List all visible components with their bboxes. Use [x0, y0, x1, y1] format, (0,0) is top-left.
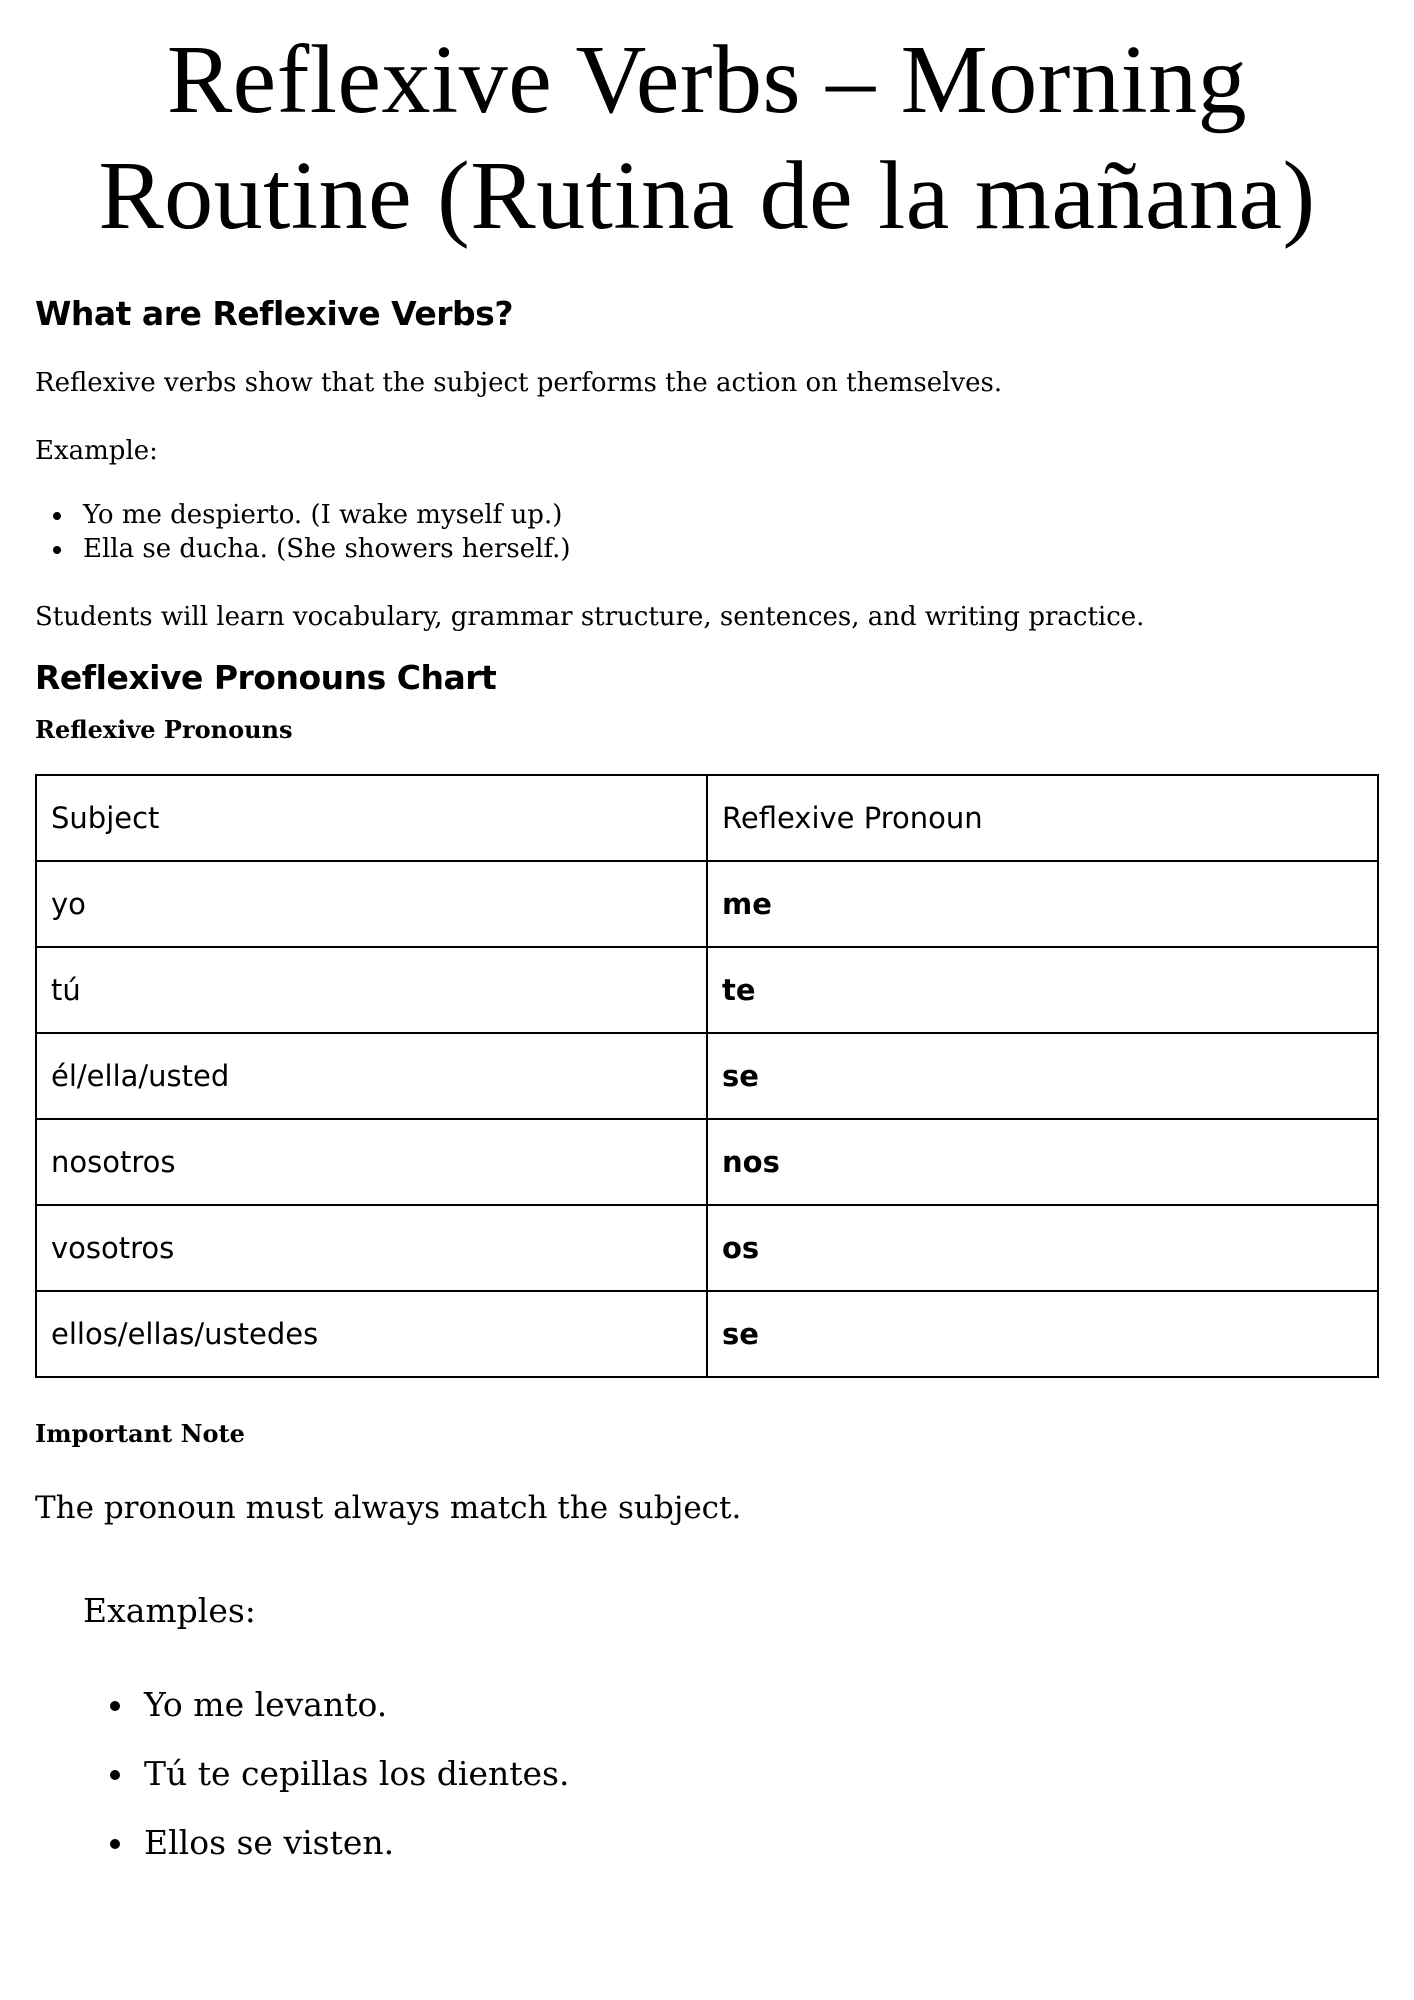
table-row [36, 947, 1378, 1033]
table-row [36, 1119, 1378, 1205]
intro-example-label: Example: [35, 436, 158, 466]
pronoun-cell: se [707, 1291, 1378, 1377]
pronoun-cell: me [707, 861, 1378, 947]
bullet-icon [110, 1770, 120, 1780]
list-item: Ella se ducha. (She showers herself.) [83, 532, 1379, 566]
pronoun-cell: nos [707, 1119, 1378, 1205]
table-row [36, 861, 1378, 947]
subject-cell: yo [36, 861, 707, 947]
list-item: Yo me levanto. [144, 1684, 1379, 1726]
subject-cell: tú [36, 947, 707, 1033]
column-header-subject: Subject [36, 775, 707, 861]
subject-cell: nosotros [36, 1119, 707, 1205]
note-text: The pronoun must always match the subject. [35, 1490, 742, 1526]
pronoun-cell: se [707, 1033, 1378, 1119]
bullet-icon [110, 1701, 120, 1711]
bullet-icon [110, 1839, 120, 1849]
table-row [36, 1291, 1378, 1377]
examples-label: Examples: [83, 1591, 256, 1630]
document-page [35, 0, 1379, 1891]
pronouns-table [35, 774, 1379, 1378]
subject-cell: él/ella/usted [36, 1033, 707, 1119]
chart-heading: Reflexive Pronouns Chart [35, 658, 497, 697]
list-item: Tú te cepillas los dientes. [144, 1753, 1379, 1795]
intro-summary: Students will learn vocabulary, grammar structure, sentences, and writing practice. [35, 602, 1145, 632]
page-title: Reflexive Verbs – Morning Routine (Rutina de la mañana) [98, 26, 1316, 250]
intro-example-list [35, 498, 1379, 566]
table-row [36, 1033, 1378, 1119]
list-item: Yo me despierto. (I wake myself up.) [83, 498, 1379, 532]
bullet-icon [53, 512, 61, 520]
column-header-pronoun: Reflexive Pronoun [707, 775, 1378, 861]
subject-cell: ellos/ellas/ustedes [36, 1291, 707, 1377]
bullet-icon [53, 546, 61, 554]
pronoun-cell: os [707, 1205, 1378, 1291]
subject-cell: vosotros [36, 1205, 707, 1291]
table-row [36, 1205, 1378, 1291]
note-example-list [35, 1684, 1379, 1864]
intro-heading: What are Reflexive Verbs? [35, 294, 513, 333]
table-caption: Reflexive Pronouns [35, 715, 293, 744]
intro-definition: Reflexive verbs show that the subject performs the action on themselves. [35, 368, 1003, 398]
list-item: Ellos se visten. [144, 1822, 1379, 1864]
table-header-row [36, 775, 1378, 861]
pronoun-cell: te [707, 947, 1378, 1033]
note-title: Important Note [35, 1419, 245, 1448]
